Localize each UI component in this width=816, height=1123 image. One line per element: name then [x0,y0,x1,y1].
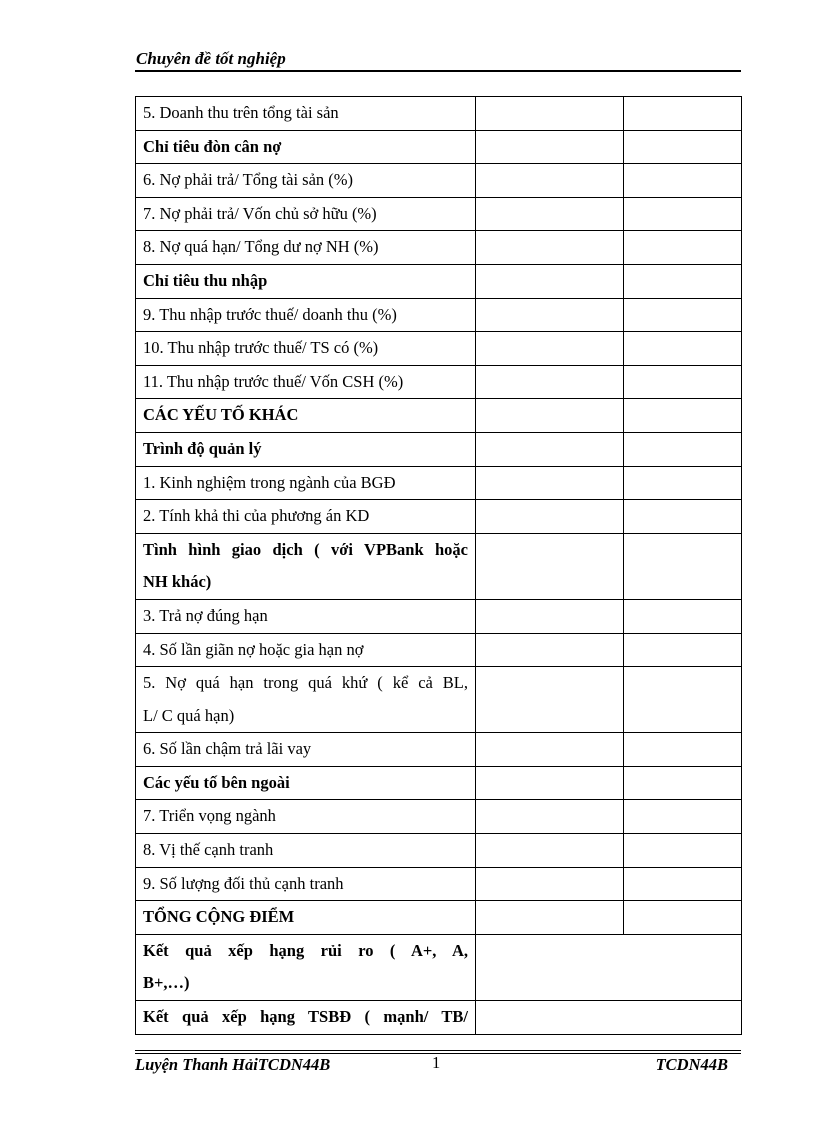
table-row [136,164,742,198]
criteria-cell: 7. Nợ phải trả/ Vốn chủ sở hữu (%) [136,197,476,231]
weighted-score-cell [624,599,742,633]
table-row [136,633,742,667]
criteria-cell: 5. Doanh thu trên tổng tài sản [136,97,476,131]
weighted-score-cell [624,667,742,733]
result-label-cont: B+,…) [143,973,190,993]
table-row [136,332,742,366]
score-cell [476,633,624,667]
weighted-score-cell [624,766,742,800]
score-cell [476,298,624,332]
weighted-score-cell [624,164,742,198]
scoring-table [135,96,742,1035]
score-cell [476,264,624,298]
result-label: Kết quả xếp hạng rủi ro ( A+, A, [143,940,468,960]
table-row [136,130,742,164]
table-row [136,901,742,935]
table-row [136,399,742,433]
criteria-cell [136,667,476,733]
criteria-cell: 11. Thu nhập trước thuế/ Vốn CSH (%) [136,365,476,399]
weighted-score-cell [624,298,742,332]
table-row [136,231,742,265]
criteria-cell: Chỉ tiêu thu nhập [136,264,476,298]
weighted-score-cell [624,901,742,935]
header-rule [135,70,741,72]
result-value-cell [476,1001,742,1035]
criteria-cell: 10. Thu nhập trước thuế/ TS có (%) [136,332,476,366]
result-label-cell [136,934,476,1000]
table-row [136,533,742,599]
criteria-cell: Các yếu tố bên ngoài [136,766,476,800]
weighted-score-cell [624,633,742,667]
table-row [136,667,742,733]
criteria-cell: 8. Nợ quá hạn/ Tổng dư nợ NH (%) [136,231,476,265]
weighted-score-cell [624,500,742,534]
score-cell [476,766,624,800]
score-cell [476,599,624,633]
score-cell [476,466,624,500]
score-cell [476,197,624,231]
criteria-label-cont: L/ C quá hạn) [143,705,235,725]
weighted-score-cell [624,733,742,767]
table-row [136,867,742,901]
table-row [136,197,742,231]
weighted-score-cell [624,533,742,599]
result-label: Kết quả xếp hạng TSBĐ ( mạnh/ TB/ [143,1007,468,1027]
table-row [136,466,742,500]
score-cell [476,432,624,466]
criteria-cell: 8. Vị thế cạnh tranh [136,834,476,868]
weighted-score-cell [624,332,742,366]
criteria-label: Tình hình giao dịch ( với VPBank hoặc [143,539,468,559]
criteria-label-cont: NH khác) [143,572,212,592]
criteria-cell: Trình độ quản lý [136,432,476,466]
score-cell [476,97,624,131]
criteria-cell: Chỉ tiêu đòn cân nợ [136,130,476,164]
criteria-cell: 2. Tính khả thi của phương án KD [136,500,476,534]
criteria-cell [136,533,476,599]
criteria-cell: 7. Triển vọng ngành [136,800,476,834]
result-row [136,1001,742,1035]
criteria-cell: 1. Kinh nghiệm trong ngành của BGĐ [136,466,476,500]
weighted-score-cell [624,97,742,131]
weighted-score-cell [624,365,742,399]
criteria-cell: TỔNG CỘNG ĐIỂM [136,901,476,935]
header-title: Chuyên đề tốt nghiệp [136,49,286,68]
weighted-score-cell [624,264,742,298]
weighted-score-cell [624,800,742,834]
result-label-cell [136,1001,476,1035]
score-cell [476,901,624,935]
criteria-cell: 6. Nợ phải trả/ Tổng tài sản (%) [136,164,476,198]
score-cell [476,332,624,366]
score-cell [476,733,624,767]
criteria-cell: 3. Trả nợ đúng hạn [136,599,476,633]
criteria-cell: 9. Số lượng đối thủ cạnh tranh [136,867,476,901]
footer-rule [135,1050,741,1051]
score-cell [476,164,624,198]
score-cell [476,399,624,433]
result-value-cell [476,934,742,1000]
score-cell [476,867,624,901]
score-cell [476,800,624,834]
score-cell [476,231,624,265]
page-number: 1 [432,1053,441,1072]
weighted-score-cell [624,432,742,466]
criteria-cell: 4. Số lần giãn nợ hoặc gia hạn nợ [136,633,476,667]
weighted-score-cell [624,197,742,231]
weighted-score-cell [624,231,742,265]
score-cell [476,365,624,399]
table-row [136,766,742,800]
weighted-score-cell [624,399,742,433]
table-row [136,365,742,399]
table-row [136,733,742,767]
result-row [136,934,742,1000]
weighted-score-cell [624,834,742,868]
table-row [136,298,742,332]
criteria-label: 5. Nợ quá hạn trong quá khứ ( kể cả BL, [143,673,468,693]
table-row [136,264,742,298]
footer-author: Luyện Thanh HảiTCDN44B [135,1055,331,1074]
score-cell [476,533,624,599]
score-cell [476,500,624,534]
weighted-score-cell [624,130,742,164]
table-row [136,599,742,633]
score-cell [476,834,624,868]
score-cell [476,667,624,733]
score-cell [476,130,624,164]
criteria-cell: 9. Thu nhập trước thuế/ doanh thu (%) [136,298,476,332]
table-row [136,800,742,834]
table-row [136,432,742,466]
criteria-cell: 6. Số lần chậm trả lãi vay [136,733,476,767]
table-row [136,97,742,131]
weighted-score-cell [624,867,742,901]
table-row [136,500,742,534]
weighted-score-cell [624,466,742,500]
footer-class: TCDN44B [655,1055,728,1074]
table-row [136,834,742,868]
criteria-cell: CÁC YẾU TỐ KHÁC [136,399,476,433]
